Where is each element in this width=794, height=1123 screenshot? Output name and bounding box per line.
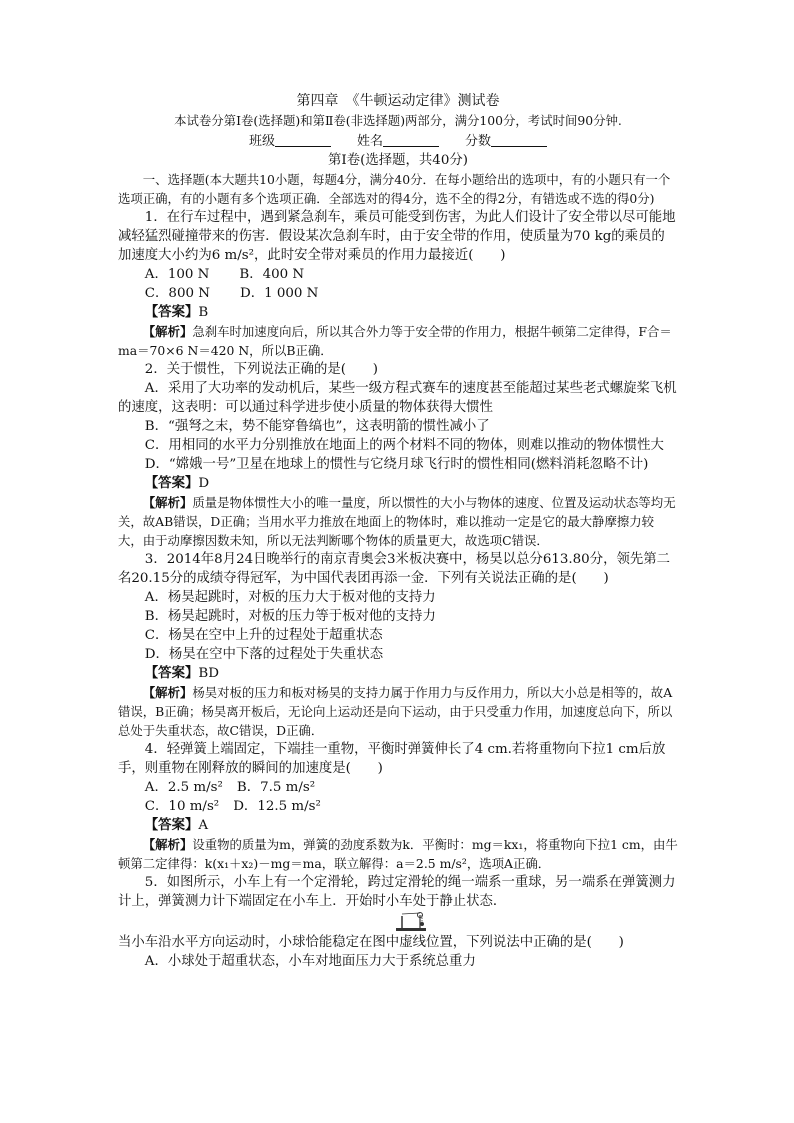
- q1-option-a: A．100 N: [144, 267, 210, 282]
- name-field[interactable]: 姓名: [357, 132, 439, 151]
- question-3-stem: 3．2014年8月24日晚举行的南京青奥会3米板决赛中，杨昊以总分613.80分，领先第二名20.15分的成绩夺得冠军，为中国代表团再添一金．下列有关说法正确的是( ): [118, 552, 671, 586]
- q4-option-a: A．2.5 m/s²: [144, 780, 223, 795]
- name-blank[interactable]: [383, 133, 439, 147]
- page-title: 第四章 《牛顿运动定律》测试卷: [296, 93, 500, 109]
- class-field[interactable]: 班级: [249, 132, 331, 151]
- section-title: 第Ⅰ卷(选择题，共40分): [328, 153, 468, 168]
- q4-option-b: B．7.5 m/s²: [236, 780, 316, 795]
- cart-body: [396, 928, 426, 931]
- question-1-options-row1: [118, 265, 678, 284]
- q1-answer: 【答案】B: [144, 304, 209, 320]
- q2-analysis: 【解析】质量是物体惯性大小的唯一量度，所以惯性的大小与物体的速度、位置及运动状态等均无关，故AB错误，D正确；当用水平力推放在地面上的物体时，难以推动一定是它的最大静摩擦力较大，由于动摩擦因数未知，所以无法判断哪个物体的质量更大，故选项C错误．: [118, 495, 676, 548]
- score-field[interactable]: 分数: [465, 132, 547, 151]
- score-blank[interactable]: [491, 133, 547, 147]
- q4-option-c: C．10 m/s²: [144, 799, 220, 814]
- question-4-options-row2: [118, 797, 678, 816]
- question-4-options-row1: [118, 778, 678, 797]
- q1-option-b: B．400 N: [239, 267, 305, 282]
- question-2-stem: 2．关于惯性，下列说法正确的是( ): [144, 362, 379, 377]
- exam-subtitle: 本试卷分第Ⅰ卷(选择题)和第Ⅱ卷(非选择题)两部分，满分100分，考试时间90分钟.: [174, 113, 622, 128]
- q3-option-d: D．杨昊在空中下落的过程处于失重状态: [144, 647, 384, 662]
- q4-option-d: D．12.5 m/s²: [233, 799, 321, 814]
- q3-analysis: 【解析】杨昊对板的压力和板对杨昊的支持力属于作用力与反作用力，所以大小总是相等的，故A错误，B正确；杨昊离开板后，无论向上运动还是向下运动，由于只受重力作用，加速度总向下，所以总处于失重状态，故C错误，D正确．: [118, 685, 673, 738]
- section-instructions: 一、选择题(本大题共10小题，每题4分，满分40分．在每小题给出的选项中，有的小题只有一个选项正确，有的小题有多个选项正确．全部选对的得4分，选不全的得2分，有错选或不选的得0分): [118, 172, 671, 206]
- q2-answer: 【答案】D: [144, 475, 210, 491]
- q5-option-a: A．小球处于超重状态，小车对地面压力大于系统总重力: [144, 954, 476, 969]
- q3-answer: 【答案】BD: [144, 665, 219, 681]
- q1-analysis: 【解析】急刹车时加速度向后，所以其合外力等于安全带的作用力，根据牛顿第二定律得，F合＝ma＝70×6 N＝420 N，所以B正确．: [118, 324, 672, 358]
- q2-option-c: C．用相同的水平力分别推放在地面上的两个材料不同的物体，则难以推动的物体惯性大: [144, 438, 664, 453]
- q4-answer: 【答案】A: [144, 817, 209, 833]
- ball: [420, 922, 424, 926]
- question-5-stem-continued: 当小车沿水平方向运动时，小球恰能稳定在图中虚线位置，下列说法中正确的是( ): [118, 935, 624, 950]
- student-info-line: [118, 132, 678, 151]
- q1-option-c: C．800 N: [144, 286, 210, 301]
- q4-analysis: 【解析】设重物的质量为m，弹簧的劲度系数为k．平衡时：mg＝kx₁，将重物向下拉1 cm，由牛顿第二定律得：k(x₁＋x₂)－mg＝ma，联立解得：a＝2.5 m/s²，选项A正确．: [118, 837, 678, 871]
- q2-option-a: A．采用了大功率的发动机后，某些一级方程式赛车的速度甚至能超过某些老式螺旋桨飞机的速度，这表明：可以通过科学进步使小质量的物体获得大惯性: [118, 381, 677, 415]
- question-1-stem: 1．在行车过程中，遇到紧急刹车，乘员可能受到伤害，为此人们设计了安全带以尽可能地减轻猛烈碰撞带来的伤害．假设某次急刹车时，由于安全带的作用，使质量为70 kg的乘员的加速度大小约为6 m/s²，此时安全带对乘员的作用力最接近( ): [118, 210, 676, 263]
- q3-option-b: B．杨昊起跳时，对板的压力等于板对他的支持力: [144, 609, 436, 624]
- q2-option-d: D．“嫦娥一号”卫星在地球上的惯性与它绕月球飞行时的惯性相同(燃料消耗忽略不计): [144, 457, 649, 472]
- class-blank[interactable]: [275, 133, 331, 147]
- document-page: [118, 92, 678, 971]
- q3-option-a: A．杨昊起跳时，对板的压力大于板对他的支持力: [144, 590, 436, 605]
- cart-pulley-diagram: [394, 911, 428, 933]
- question-1-options-row2: [118, 284, 678, 303]
- cart-pulley-figure: [118, 911, 678, 933]
- q1-option-d: D．1 000 N: [239, 286, 319, 301]
- q2-option-b: B．“强弩之末，势不能穿鲁缟也”，这表明箭的惯性减小了: [144, 419, 490, 434]
- question-4-stem: 4．轻弹簧上端固定，下端挂一重物，平衡时弹簧伸长了4 cm.若将重物向下拉1 cm后放手，则重物在刚释放的瞬间的加速度是( ): [118, 742, 666, 776]
- question-5-stem: 5．如图所示，小车上有一个定滑轮，跨过定滑轮的绳一端系一重球，另一端系在弹簧测力计上，弹簧测力计下端固定在小车上．开始时小车处于静止状态．: [118, 875, 676, 909]
- q3-option-c: C．杨昊在空中上升的过程处于超重状态: [144, 628, 383, 643]
